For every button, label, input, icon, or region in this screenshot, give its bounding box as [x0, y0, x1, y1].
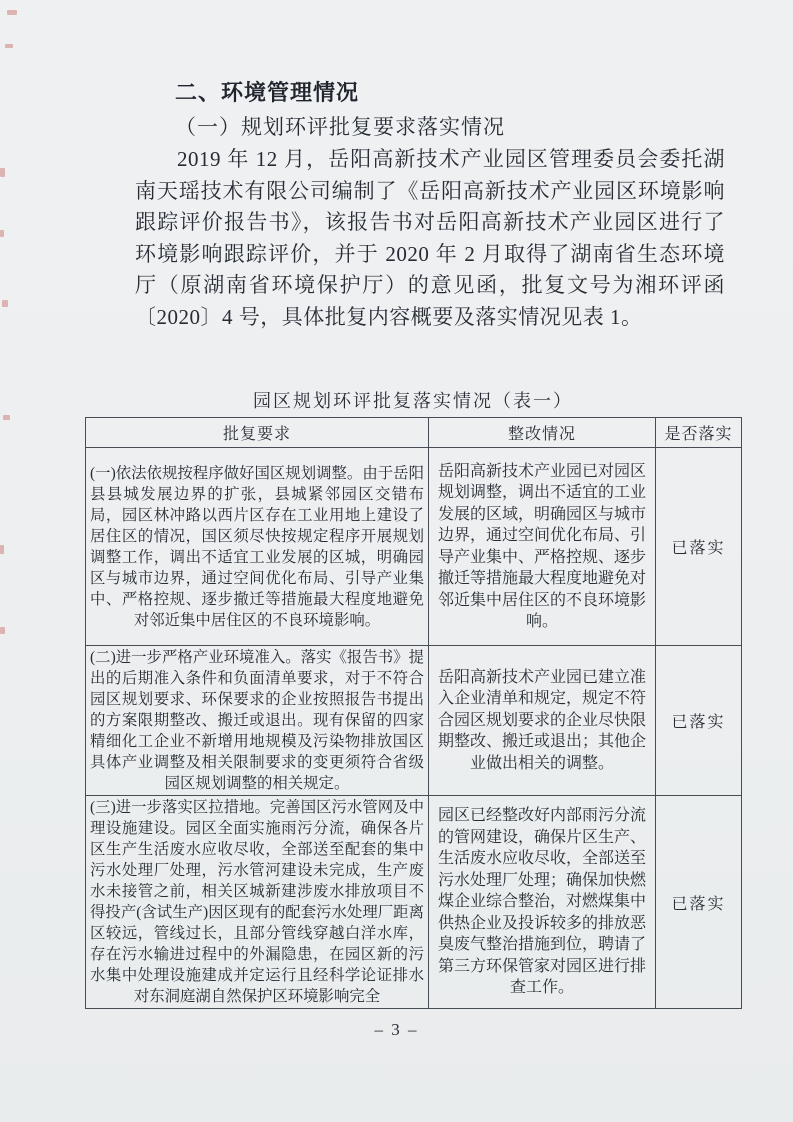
red-scan-mark: [2, 300, 8, 307]
status-cell: 已落实: [656, 796, 742, 1009]
column-header-implemented: 是否落实: [656, 418, 742, 448]
subsection-heading: （一）规划环评批复要求落实情况: [175, 115, 505, 139]
table-row: [86, 646, 742, 796]
requirement-cell: (二)进一步严格产业环境准入。落实《报告书》提出的后期准入条件和负面清单要求，对于不符合园区规划要求、环保要求的企业按照报告书提出的方案限期整改、搬迁或退出。现有保留的四家精细化工企业不新增用地规模及污染物排放国区具体产业调整及相关限制要求的变更须符合省级园区规划调整的相关规定。: [86, 646, 429, 796]
red-scan-mark: [0, 168, 5, 177]
red-scan-mark: [7, 10, 17, 15]
red-scan-mark: [3, 415, 10, 420]
column-header-rectification: 整改情况: [429, 418, 656, 448]
table-row: [86, 796, 742, 1009]
intro-paragraph: 2019 年 12 月，岳阳高新技术产业园区管理委员会委托湖南天瑶技术有限公司编制了《岳阳高新技术产业园区环境影响跟踪评价报告书》，该报告书对岳阳高新技术产业园区进行了环境影响跟踪评价，并于 2020 年 2 月取得了湖南省生态环境厅（原湖南省环境保护厅）的意见函，批复文号为湘环评函〔2020〕4 号，具体批复内容概要及落实情况见表 1。: [135, 147, 725, 329]
section-heading: 二、环境管理情况: [175, 80, 360, 105]
rectification-cell: 岳阳高新技术产业园已对园区规划调整，调出不适宜的工业发展的区域，明确园区与城市边界，通过空间优化布局、引导产业集中、严格控规、逐步撤迁等措施最大程度地避免对邻近集中居住区的不良环境影响。: [429, 448, 656, 646]
status-cell: 已落实: [656, 646, 742, 796]
table-caption: 园区规划环评批复落实情况（表一）: [253, 391, 573, 411]
requirement-cell: (一)依法依规按程序做好国区规划调整。由于岳阳县县城发展边界的扩张，县城紧邻园区交错布局，园区林冲路以西片区存在工业用地上建设了居住区的情况，国区须尽快按规定程序开展规划调整工作，调出不适宜工业发展的区城，明确园区与城市边界，通过空间优化布局、引导产业集中、严格控规、逐步撤迁等措施最大程度地避免对邻近集中居住区的不良环境影响。: [86, 448, 429, 646]
table-row: [86, 448, 742, 646]
status-cell: 已落实: [656, 448, 742, 646]
red-scan-mark: [5, 44, 13, 48]
table-header-row: [86, 418, 742, 448]
red-scan-mark: [0, 627, 5, 634]
column-header-requirement: 批复要求: [86, 418, 429, 448]
red-scan-mark: [0, 545, 4, 554]
requirement-cell: (三)进一步落实区拉措地。完善国区污水管网及中理设施建设。园区全面实施雨污分流，确保各片区生产生活废水应收尽收，全部送至配套的集中污水处理厂处理，污水管河建设未完成，生产废水未接管之前，相关区城新建涉废水排放项目不得投产(含试生产)因区现有的配套污水处理厂距离区较远，管线过长，且部分管线穿越白洋水库，存在污水输进过程中的外漏隐患，在园区新的污水集中处理设施建成并定运行且经科学论证排水对东洞庭湖自然保护区环境影响完全: [86, 796, 429, 1009]
rectification-cell: 园区已经整改好内部雨污分流的管网建设，确保片区生产、生活废水应收尽收，全部送至污水处理厂处理；确保加快燃煤企业综合整治，对燃煤集中供热企业及投诉较多的排放恶臭废气整治措施到位，聘请了第三方环保管家对园区进行排查工作。: [429, 796, 656, 1009]
rectification-cell: 岳阳高新技术产业园已建立准入企业清单和规定，规定不符合园区规划要求的企业尽快限期整改、搬迁或退出；其他企业做出相关的调整。: [429, 646, 656, 796]
red-scan-mark: [0, 230, 4, 237]
page-number: – 3 –: [374, 1020, 419, 1039]
compliance-table: [85, 417, 742, 1009]
